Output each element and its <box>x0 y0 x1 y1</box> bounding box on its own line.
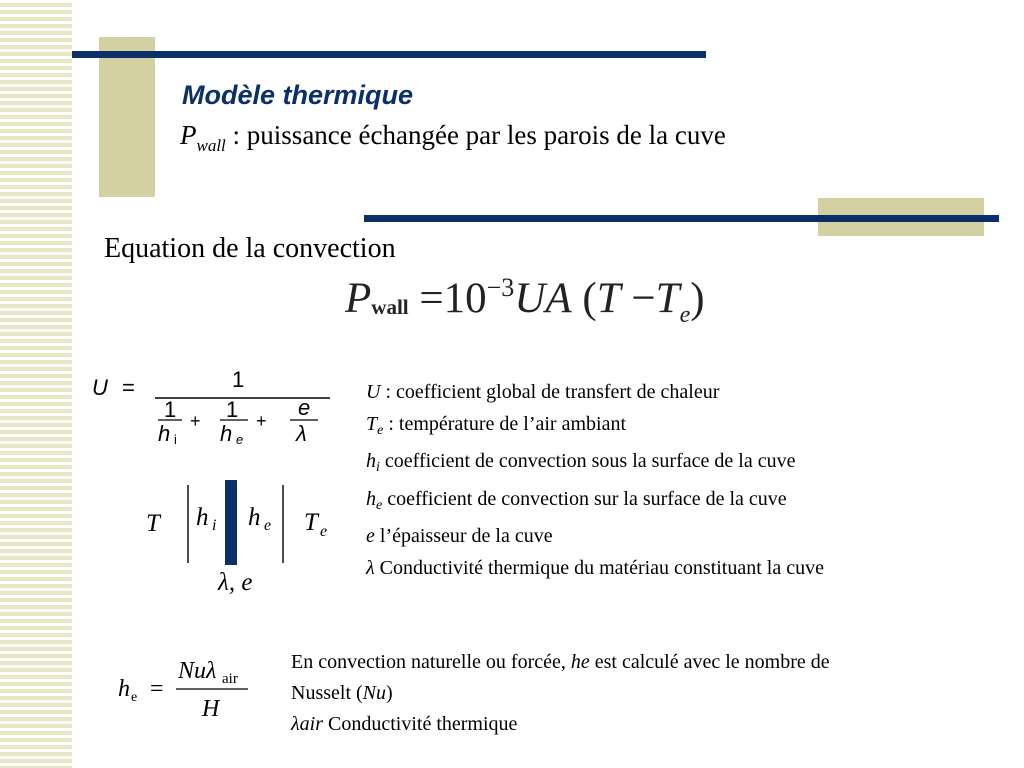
navy-rule-top <box>72 51 706 58</box>
definition-symbol: h <box>366 450 376 472</box>
definition-symbol: λ <box>366 556 375 579</box>
pwall-subscript: wall <box>196 136 226 155</box>
wall-block <box>225 480 237 565</box>
definition-text: coefficient de convection sous la surface de la cuve <box>379 450 796 472</box>
definition-item <box>366 446 824 484</box>
eq-lhs: P <box>345 275 372 322</box>
t-outside-label: T <box>304 509 318 536</box>
u-plus-a: + <box>190 411 201 431</box>
eq-ua: UA <box>514 275 572 322</box>
u-one-a: 1 <box>164 397 177 422</box>
slide-title: Modèle thermique <box>182 80 414 110</box>
eq-te: T <box>655 275 680 322</box>
wall-diagram <box>140 480 340 600</box>
definition-item <box>366 484 824 522</box>
he-equals: = <box>150 676 164 702</box>
definition-item <box>366 521 824 553</box>
navy-rule-middle <box>364 215 999 222</box>
definition-item <box>366 377 824 409</box>
t-outside-subscript: e <box>320 523 328 540</box>
u-den-a: h <box>158 421 171 446</box>
nu-symbol: Nu <box>362 682 387 704</box>
u-den-a-sub: i <box>174 432 177 447</box>
hi-subscript: i <box>212 517 217 534</box>
definition-symbol: h <box>366 487 376 510</box>
definition-subscript: i <box>376 460 380 475</box>
definition-symbol: U <box>366 381 381 403</box>
u-lambda-den: λ <box>296 421 307 446</box>
nusselt-text: Conductivité thermique <box>323 713 518 735</box>
eq-equals: =10 <box>408 275 487 322</box>
definition-subscript: e <box>376 497 383 513</box>
striped-margin <box>0 0 72 768</box>
he-lhs-sub: e <box>131 690 138 705</box>
nusselt-paragraph <box>291 647 991 740</box>
he-lhs: h <box>118 676 130 702</box>
eq-minus: − <box>620 275 656 322</box>
u-e-num: e <box>298 395 311 420</box>
he-formula <box>116 652 256 727</box>
definition-item <box>366 409 824 447</box>
wall-label: λ, e <box>218 569 253 596</box>
u-plus-b: + <box>256 411 267 431</box>
convection-equation <box>345 273 705 329</box>
subtitle-text: : puissance échangée par les parois de la cuve <box>225 120 726 150</box>
definition-text: coefficient de convection sur la surface de la cuve <box>382 487 787 510</box>
u-formula <box>90 365 335 450</box>
nusselt-line-2 <box>291 678 991 709</box>
definition-subscript: e <box>377 422 384 438</box>
definitions-list <box>366 377 824 584</box>
he-numerator: Nuλ <box>178 658 217 684</box>
definition-text: : température de l’air ambiant <box>383 412 627 435</box>
section-heading: Equation de la convection <box>104 233 396 264</box>
he-subscript: e <box>264 517 272 534</box>
he-numerator-sub: air <box>222 671 238 687</box>
eq-close-paren: ) <box>690 275 705 322</box>
definition-symbol: T <box>366 412 378 435</box>
tan-accent-block-left <box>99 37 155 197</box>
definition-text: l’épaisseur de la cuve <box>374 525 553 547</box>
he-denominator: H <box>202 696 220 722</box>
nusselt-text: est calculé avec le nombre de <box>589 651 830 673</box>
u-lhs: U <box>92 375 108 400</box>
nusselt-text: En convection naturelle ou forcée, <box>291 651 571 673</box>
nusselt-text: Nusselt ( <box>291 682 363 704</box>
eq-t: T <box>596 275 621 322</box>
pwall-symbol: P <box>180 120 197 150</box>
he-label: h <box>248 504 261 531</box>
nusselt-text: ) <box>386 682 393 704</box>
hi-label: h <box>196 504 209 531</box>
eq-te-sub: e <box>679 302 691 328</box>
he-symbol: he <box>570 651 590 673</box>
u-den-b: h <box>220 421 233 446</box>
u-den-b-sub: e <box>236 432 244 447</box>
slide-subtitle <box>180 120 726 156</box>
nusselt-line-1 <box>291 647 991 678</box>
definition-item <box>366 553 824 585</box>
eq-exponent: −3 <box>486 273 515 302</box>
u-one-b: 1 <box>226 397 239 422</box>
eq-open-paren: ( <box>571 275 597 322</box>
u-numerator: 1 <box>232 367 245 392</box>
nusselt-line-3 <box>291 709 991 740</box>
u-equals: = <box>122 375 135 400</box>
t-inside-label: T <box>146 510 160 537</box>
lambda-air-symbol: λair <box>291 713 324 735</box>
definition-text: Conductivité thermique du matériau constituant la cuve <box>374 556 824 579</box>
eq-lhs-sub: wall <box>371 295 409 319</box>
definition-text: : coefficient global de transfert de chaleur <box>380 381 720 403</box>
definition-symbol: e <box>366 525 375 547</box>
